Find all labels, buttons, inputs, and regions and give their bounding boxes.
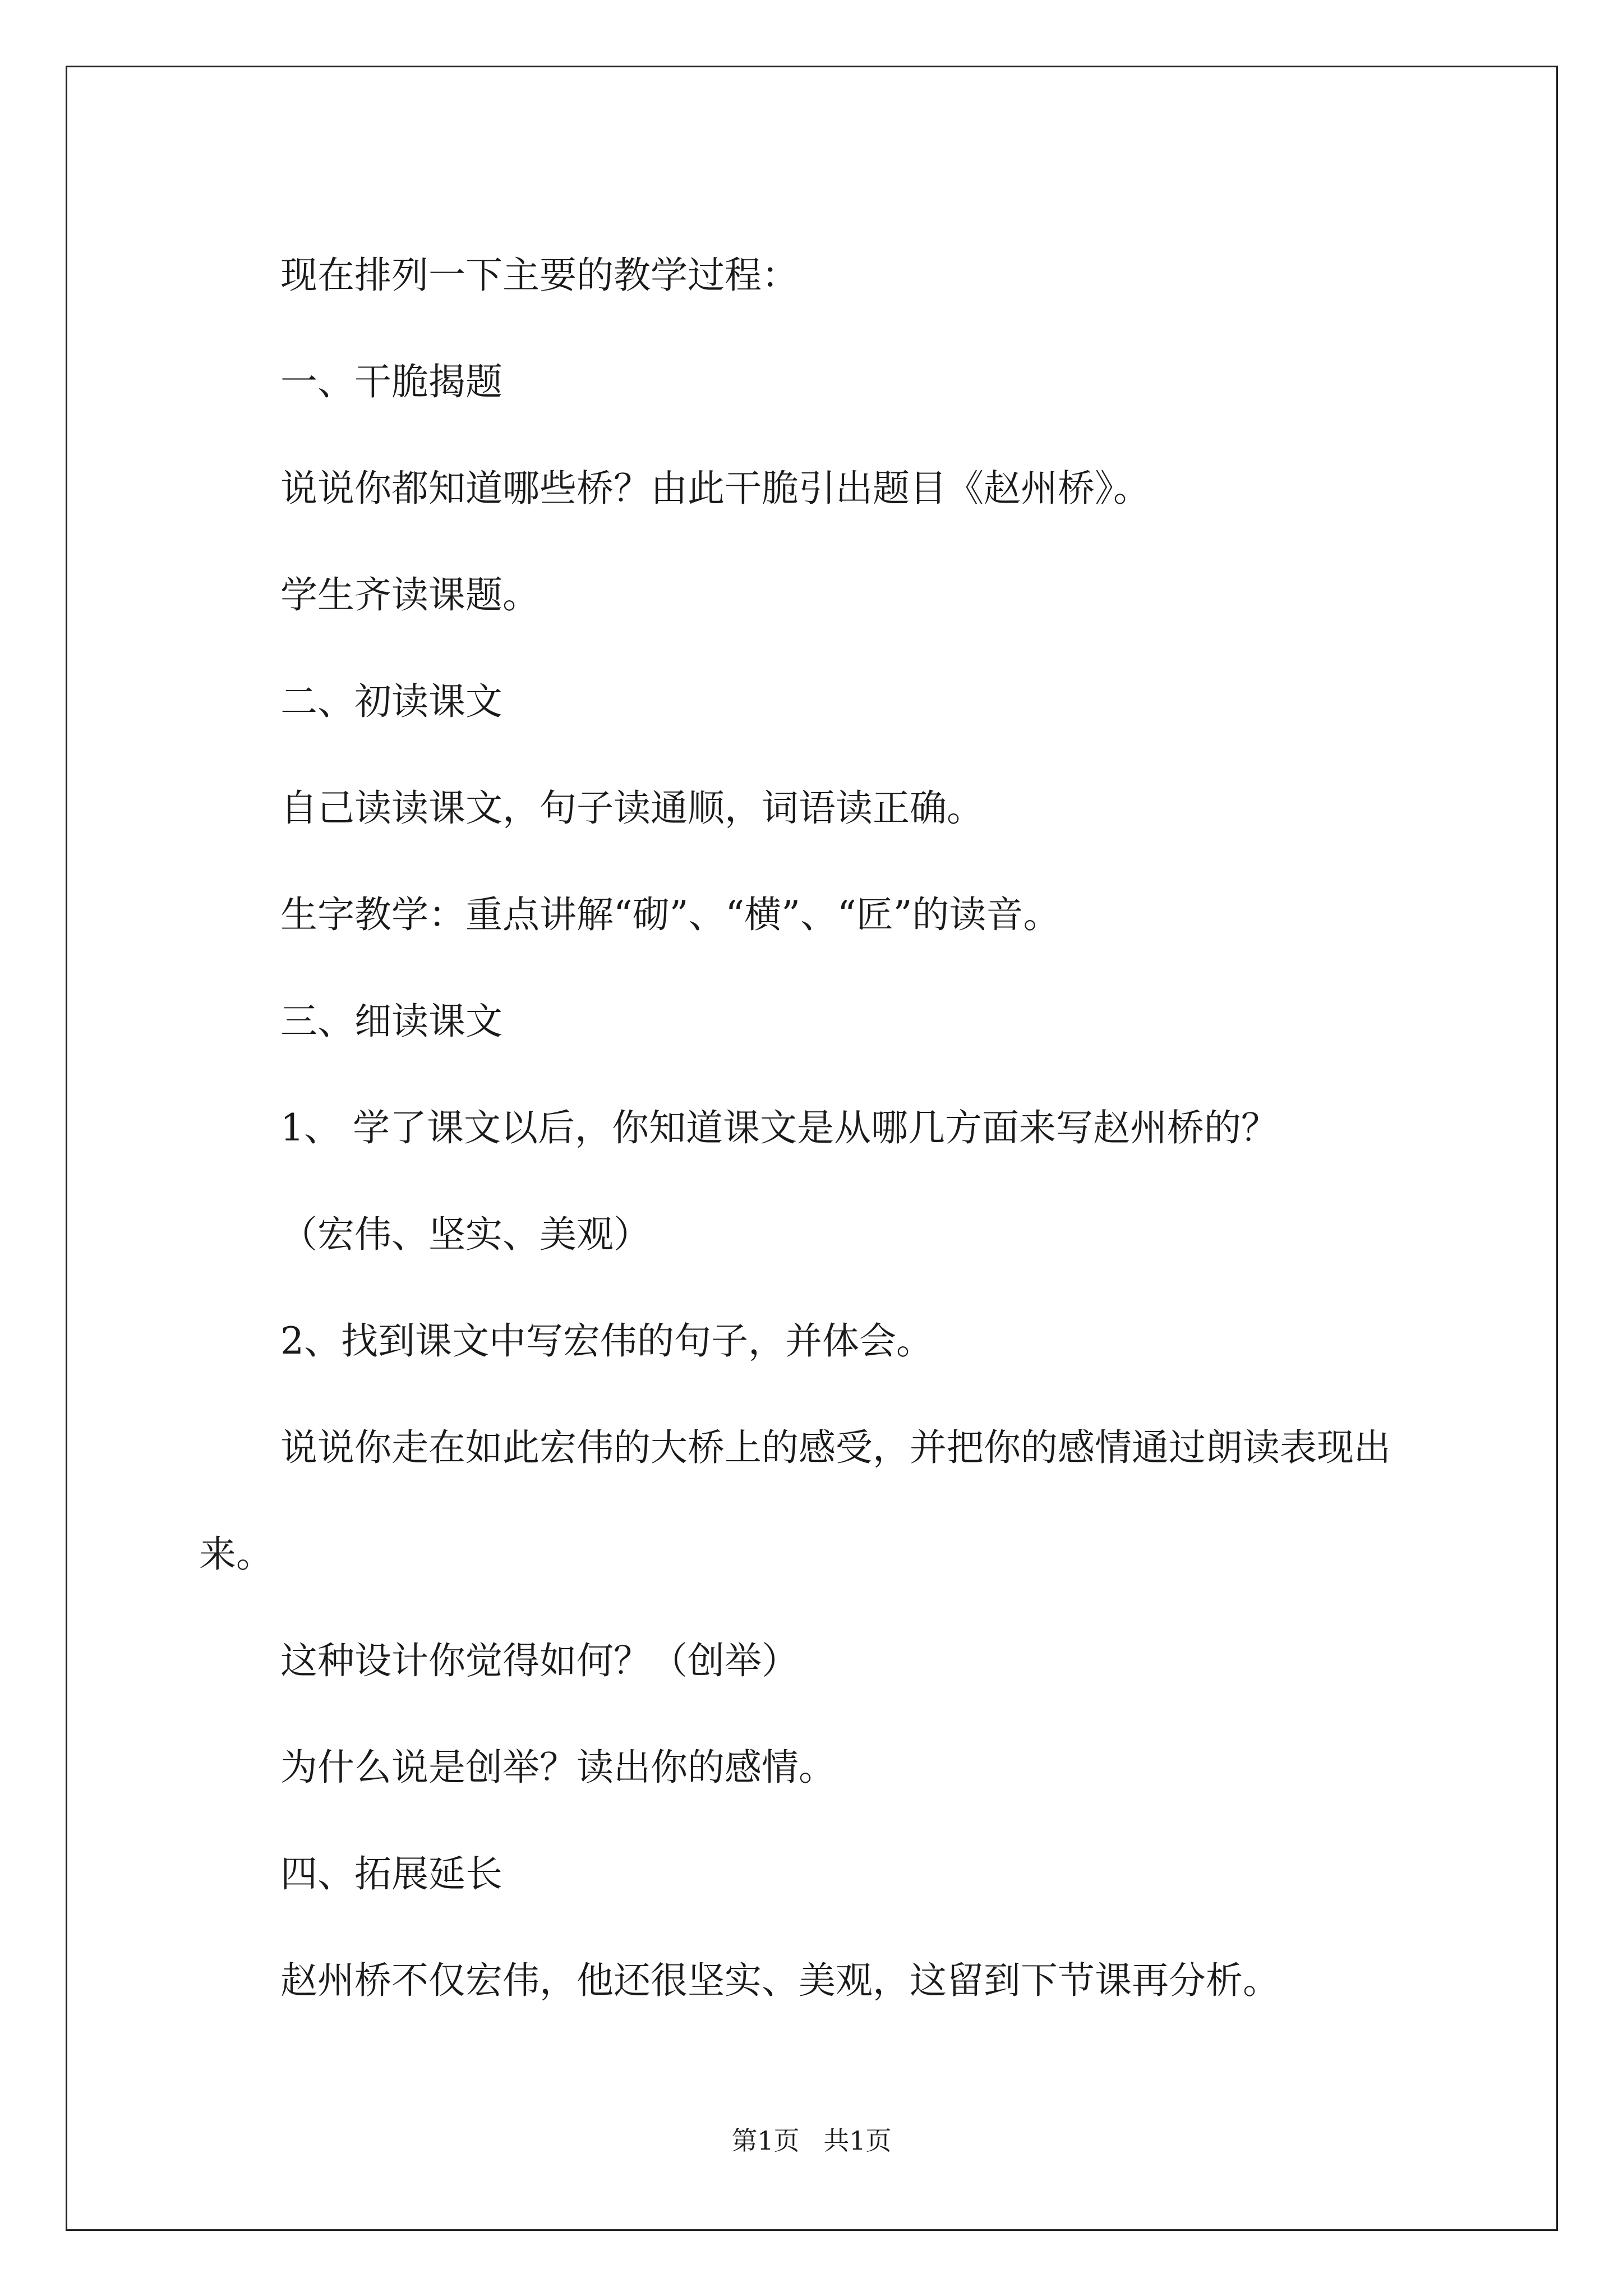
page-number-current: 第1页 (731, 2125, 800, 2156)
paragraph: 学生齐读课题。 (280, 573, 540, 616)
paragraph: 说说你都知道哪些桥？由此干脆引出题目《赵州桥》。 (280, 467, 1150, 510)
section-heading-1: 一、干脆揭题 (280, 360, 502, 403)
paragraph: 赵州桥不仅宏伟，他还很坚实、美观，这留到下节课再分析。 (280, 1959, 1280, 2002)
page-number-total: 共1页 (823, 2125, 892, 2156)
paragraph: 生字教学：重点讲解“砌”、“横”、“匠”的读音。 (280, 893, 1061, 936)
section-heading-4: 四、拓展延长 (280, 1852, 502, 1895)
document-body (199, 222, 1433, 2034)
page-footer (0, 2120, 1623, 2157)
paragraph: （宏伟、坚实、美观） (280, 1213, 651, 1256)
paragraph: 这种设计你觉得如何？（创举） (280, 1639, 799, 1682)
section-heading-2: 二、初读课文 (280, 680, 502, 723)
paragraph: 为什么说是创举？读出你的感情。 (280, 1746, 836, 1789)
list-item-2: 2、找到课文中写宏伟的句子，并体会。 (280, 1319, 933, 1363)
paragraph-wrapped: 说说你走在如此宏伟的大桥上的感受，并把你的感情通过朗读表现出来。 (199, 1426, 1391, 1576)
list-item-1: 1、 学了课文以后，你知道课文是从哪几方面来写赵州桥的？ (280, 1106, 1278, 1149)
paragraph-intro: 现在排列一下主要的教学过程： (280, 254, 799, 297)
paragraph: 自己读读课文，句子读通顺，词语读正确。 (280, 786, 984, 830)
section-heading-3: 三、细读课文 (280, 1000, 502, 1043)
